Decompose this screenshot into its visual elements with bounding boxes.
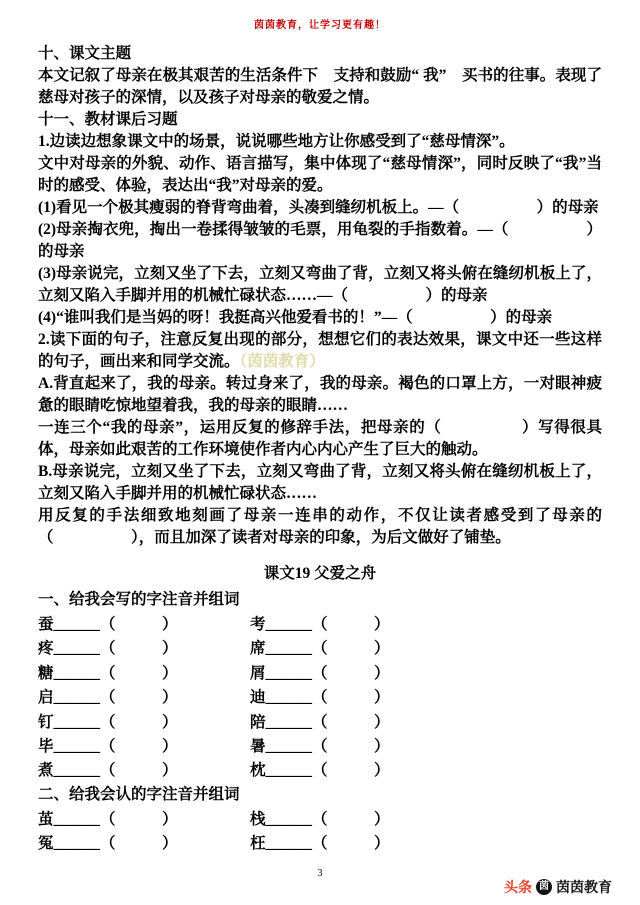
char-blank-cell: 枉______（ ） <box>250 835 390 853</box>
char-blank-cell: 煮______（ ） <box>38 762 178 780</box>
toutiao-byline <box>504 877 612 897</box>
char-blank-cell: 陪______（ ） <box>250 713 390 731</box>
toutiao-badge-icon: 茵 <box>536 879 552 895</box>
fill-item-2: (2)母亲掏衣兜，掏出一卷揉得皱皱的毛票，用龟裂的手指数着。—（ ）的母亲 <box>38 221 602 260</box>
char-row <box>38 759 602 783</box>
question-1-answer: 文中对母亲的外貌、动作、语言描写，集中体现了“慈母情深”，同时反映了“我”当时的感受、体验，表达出“我”对母亲的爱。 <box>38 155 602 194</box>
answer-b: B.母亲说完，立刻又坐了下去，立刻又弯曲了背，立刻又将头俯在缝纫机板上了，立刻又陷入手脚并用的机械忙碌状态…… <box>38 463 602 502</box>
char-blank-cell: 冤______（ ） <box>38 835 178 853</box>
fill-item-1: (1)看见一个极其瘦弱的脊背弯曲着，头凑到缝纫机板上。—（ ）的母亲 <box>38 199 599 216</box>
question-1: 1.边读边想象课文中的场景，说说哪些地方让你感受到了“慈母情深”。 <box>38 133 515 150</box>
answer-a-analysis: 一连三个“我的母亲”，运用反复的修辞手法，把母亲的（ ）写得很具体，母亲如此艰苦的工作环境使作者内心内心产生了巨大的触动。 <box>38 419 602 458</box>
section-ten-body: 本文记叙了母亲在极其艰苦的生活条件下 支持和鼓励“ 我” 买书的往事。表现了慈母对孩子的深情，以及孩子对母亲的敬爱之情。 <box>38 67 602 106</box>
char-blank-cell: 屑______（ ） <box>250 664 390 682</box>
char-row <box>38 662 602 686</box>
recognize-char-list <box>38 808 602 857</box>
inline-watermark: （茵茵教育） <box>239 353 325 370</box>
char-blank-cell: 暑______（ ） <box>250 738 390 756</box>
section-ten-heading: 十、课文主题 <box>38 45 132 62</box>
char-blank-cell: 蚕______（ ） <box>38 616 178 633</box>
answer-b-analysis: 用反复的手法细致地刻画了母亲一连串的动作，不仅让读者感受到了母亲的（ ），而且加深了读者对母亲的印象，为后文做好了铺垫。 <box>38 507 602 546</box>
char-row <box>38 735 602 759</box>
char-blank-cell: 钉______（ ） <box>38 713 178 731</box>
toutiao-label: 头条 <box>504 879 532 895</box>
document-body <box>38 43 602 857</box>
char-row <box>38 613 602 637</box>
fill-item-4: (4)“谁叫我们是当妈的呀！我挺高兴他爱看书的！”—（ ）的母亲 <box>38 309 553 326</box>
write-section-heading: 一、给我会写的字注音并组词 <box>38 591 240 608</box>
char-blank-cell: 席______（ ） <box>250 640 390 658</box>
char-row <box>38 808 602 832</box>
char-blank-cell: 考______（ ） <box>250 616 390 633</box>
account-name: 茵茵教育 <box>556 879 612 895</box>
question-2 <box>38 329 602 373</box>
char-row <box>38 637 602 661</box>
write-char-list <box>38 613 602 784</box>
char-row <box>38 686 602 710</box>
question-2-text: 2.读下面的句子，注意反复出现的部分，想想它们的表达效果，课文中还一些这样的句子，画出来和同学交流。 <box>38 331 602 370</box>
char-blank-cell: 毕______（ ） <box>38 738 178 756</box>
char-blank-cell: 茧______（ ） <box>38 810 178 828</box>
char-blank-cell: 启______（ ） <box>38 689 178 707</box>
lesson-title: 课文19 父爱之舟 <box>263 565 377 582</box>
answer-a: A.背直起来了，我的母亲。转过身来了，我的母亲。褐色的口罩上方，一对眼神疲惫的眼睛吃惊地望着我，我的母亲的眼睛…… <box>38 375 602 414</box>
section-eleven-heading: 十一、教材课后习题 <box>38 111 178 128</box>
header-slogan: 茵茵教育，让学习更有趣！ <box>254 20 386 31</box>
char-blank-cell: 糖______（ ） <box>38 664 178 682</box>
char-row <box>38 711 602 735</box>
char-row <box>38 832 602 856</box>
recognize-section-heading: 二、给我会认的字注音并组词 <box>38 785 240 803</box>
char-blank-cell: 栈______（ ） <box>250 810 390 828</box>
page-number: 3 <box>317 868 323 879</box>
char-blank-cell: 疼______（ ） <box>38 640 178 658</box>
char-blank-cell: 迪______（ ） <box>250 689 390 707</box>
fill-item-3: (3)母亲说完，立刻又坐了下去，立刻又弯曲了背，立刻又将头俯在缝纫机板上了，立刻又陷入手脚并用的机械忙碌状态……—（ ）的母亲 <box>38 265 602 304</box>
char-blank-cell: 枕______（ ） <box>250 762 390 780</box>
